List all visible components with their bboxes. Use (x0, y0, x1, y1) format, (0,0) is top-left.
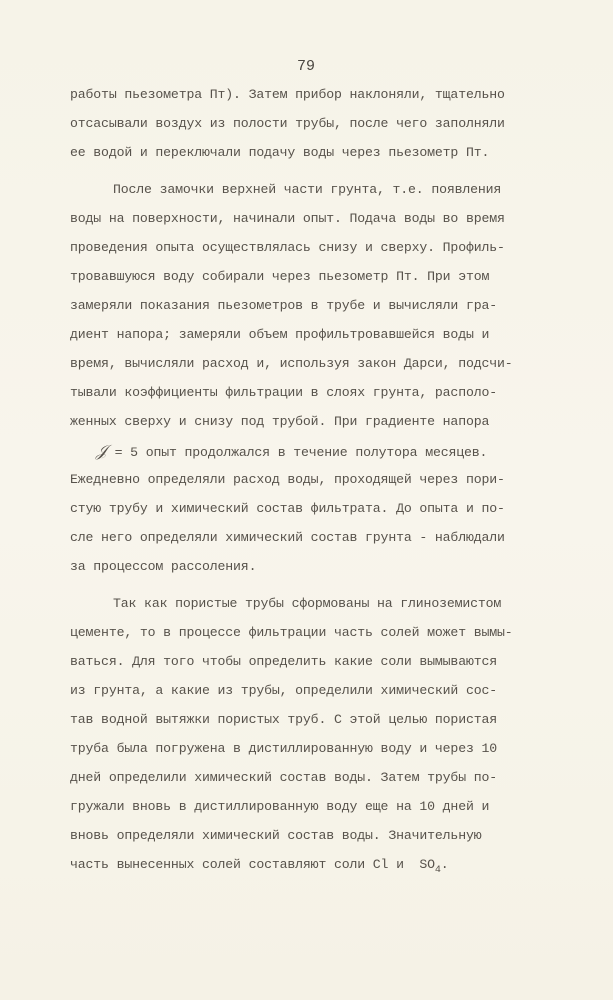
text-line: за процессом рассоления. (70, 559, 257, 574)
text-line: Ежедневно определяли расход воды, проходящей через пори- (70, 472, 505, 487)
page-number: 79 (297, 58, 316, 75)
text-segment: = 5 опыт продолжался в течение полутора месяцев. (106, 445, 488, 460)
text-line-gradient (96, 442, 487, 462)
text-line: труба была погружена в дистиллированную воду и через 10 (70, 741, 498, 756)
text-line: женных сверху и снизу под трубой. При градиенте напора (70, 414, 490, 429)
text-line: отсасывали воздух из полости трубы, после чего заполняли (70, 116, 505, 131)
text-line-final (70, 856, 449, 880)
text-line: замеряли показания пьезометров в трубе и вычисляли гра- (70, 298, 498, 313)
text-segment: . (440, 857, 449, 872)
paragraph-first-line: Так как пористые трубы сформованы на глиноземистом (113, 596, 502, 611)
text-line: стую трубу и химический состав фильтрата. До опыта и по- (70, 501, 505, 516)
text-line: тав водной вытяжки пористых труб. С этой целью пористая (70, 712, 498, 727)
text-line: воды на поверхности, начинали опыт. Подача воды во время (70, 211, 505, 226)
text-line: из грунта, а какие из трубы, определили химический сос- (70, 683, 498, 698)
text-line: время, вычисляли расход и, используя закон Дарси, подсчи- (70, 356, 513, 371)
text-line: цементе, то в процессе фильтрации часть солей может вымы- (70, 625, 513, 640)
text-line: проведения опыта осуществлялась снизу и сверху. Профиль- (70, 240, 505, 255)
text-line: гружали вновь в дистиллированную воду еще на 10 дней и (70, 799, 490, 814)
text-line: сле него определяли химический состав грунта - наблюдали (70, 530, 505, 545)
text-line: ее водой и переключали подачу воды через пьезометр Пт. (70, 145, 490, 160)
text-segment: часть вынесенных солей составляют соли Cl и SO (70, 857, 435, 872)
text-line: дней определили химический состав воды. Затем трубы по- (70, 770, 498, 785)
paragraph-first-line: После замочки верхней части грунта, т.е. появления (113, 182, 502, 197)
text-line: тывали коэффициенты фильтрации в слоях грунта, располо- (70, 385, 498, 400)
gradient-symbol: 𝒥 (96, 441, 107, 460)
text-line: диент напора; замеряли объем профильтровавшейся воды и (70, 327, 490, 342)
text-line: ваться. Для того чтобы определить какие соли вымываются (70, 654, 498, 669)
subscript: 4 (434, 865, 441, 876)
text-line: работы пьезометра Пт). Затем прибор наклоняли, тщательно (70, 87, 505, 102)
text-line: тровавшуюся воду собирали через пьезометр Пт. При этом (70, 269, 490, 284)
text-line: вновь определяли химический состав воды. Значительную (70, 828, 482, 843)
